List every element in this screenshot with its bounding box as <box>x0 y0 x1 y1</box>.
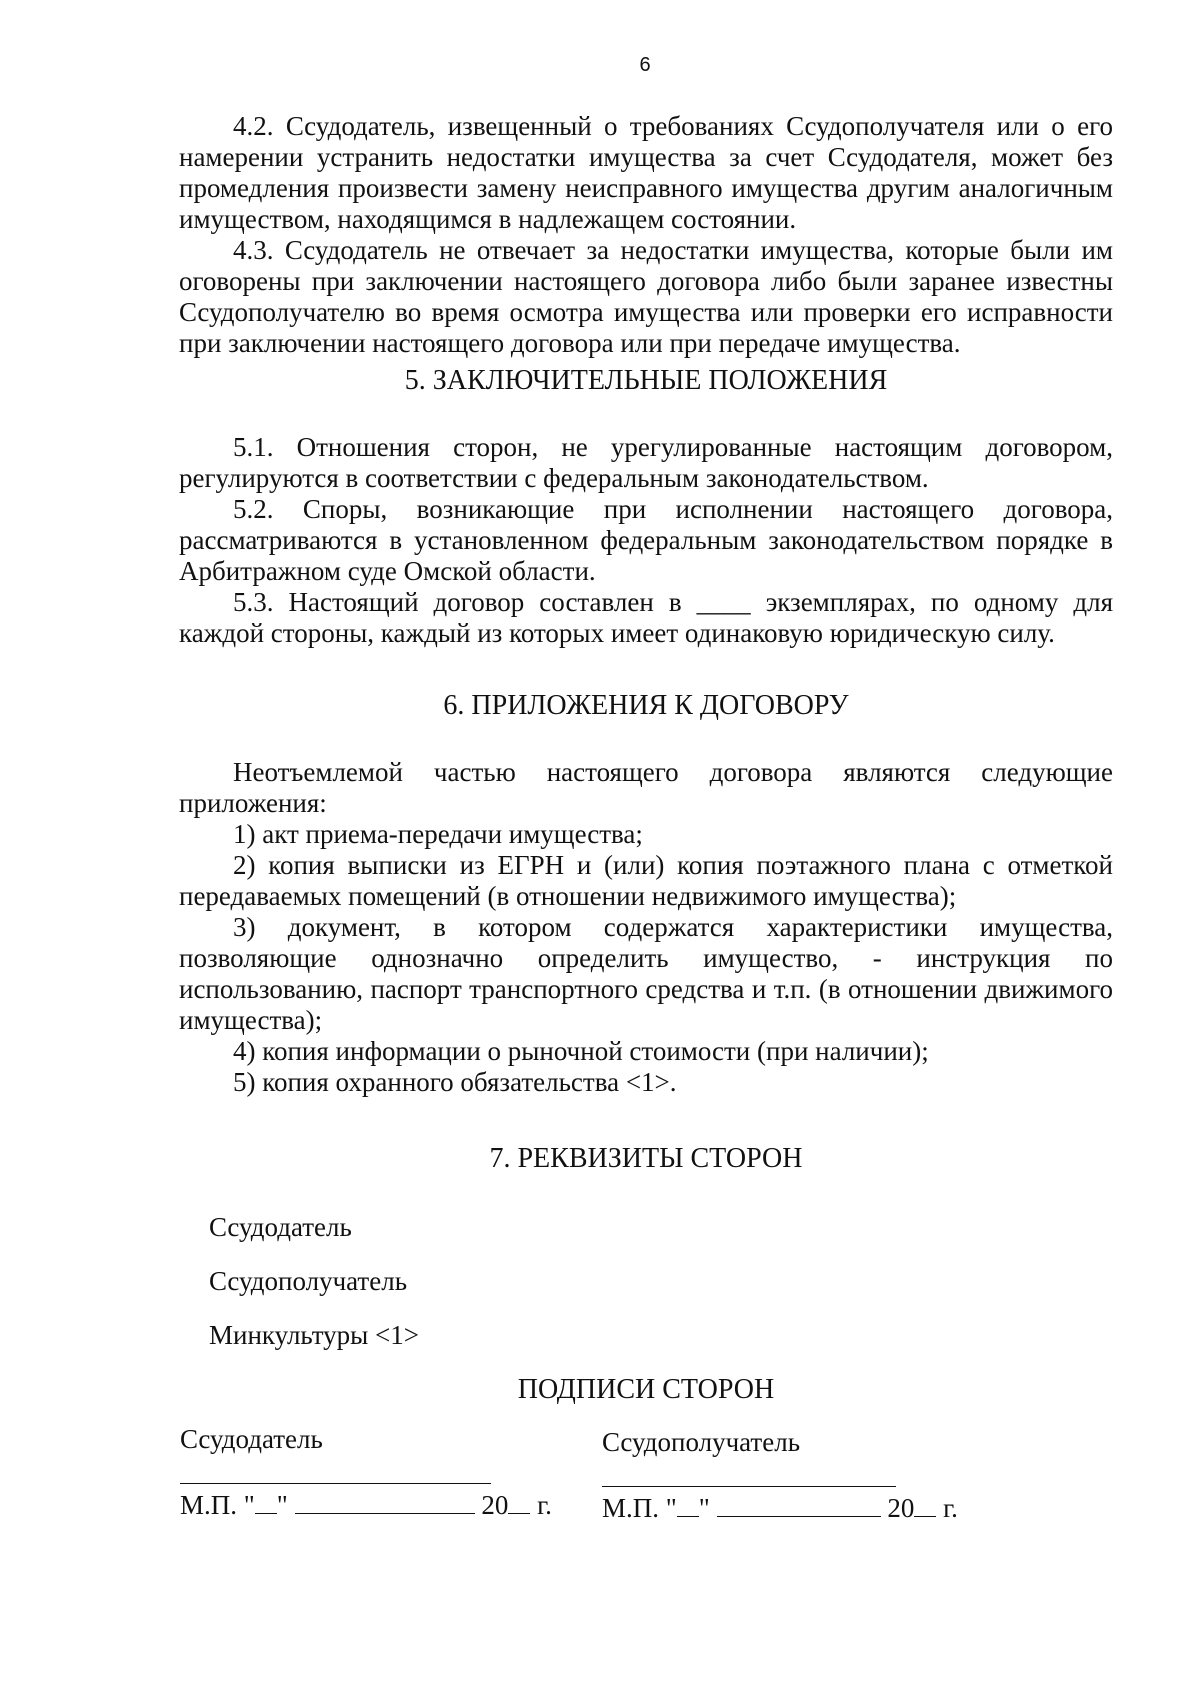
appendix-item-3: 3) документ, в котором содержатся характеристики имущества, позволяющие однозначно определить имущество, - инструкция по использованию, паспорт транспортного средства и т.п. (в отношении движимого имущества); <box>179 912 1113 1035</box>
requisites-lender: Ссудодатель <box>209 1212 352 1242</box>
borrower-day-blank <box>677 1494 699 1517</box>
requisites-borrower: Ссудополучатель <box>209 1266 408 1296</box>
borrower-year-prefix: 20 <box>887 1493 915 1523</box>
lender-year-prefix: 20 <box>481 1490 509 1520</box>
clause-5-3 <box>179 587 1113 649</box>
borrower-mp-quote-close: " <box>698 1493 710 1523</box>
clause-4-3: 4.3. Ссудодатель не отвечает за недостатки имущества, которые были им оговорены при заключении настоящего договора либо были заранее известны Ссудополучателю во время осмотра имущества или проверки его исправности при заключении настоящего договора или при передаче имущества. <box>179 235 1113 358</box>
appendix-item-5: 5) копия охранного обязательства <1>. <box>233 1067 677 1097</box>
clause-4-2: 4.2. Ссудодатель, извещенный о требованиях Ссудополучателя или о его намерении устранить недостатки имущества за счет Ссудодателя, может без промедления произвести замену неисправного имущества другим аналогичным имуществом, находящимся в надлежащем состоянии. <box>179 111 1113 234</box>
section-6-text <box>179 757 1113 1098</box>
borrower-year-blank <box>914 1494 936 1517</box>
borrower-mp-prefix: М.П. " <box>602 1493 677 1523</box>
page-number: 6 <box>639 54 651 76</box>
lender-date-row <box>180 1490 552 1521</box>
signature-label-borrower: Ссудополучатель <box>602 1427 801 1457</box>
clause-5-1: 5.1. Отношения сторон, не урегулированные настоящим договором, регулируются в соответствии с федеральным законодательством. <box>179 432 1113 493</box>
lender-year-suffix: г. <box>537 1490 552 1520</box>
appendices-intro: Неотъемлемой частью настоящего договора являются следующие приложения: <box>179 757 1113 818</box>
section-7-heading: 7. РЕКВИЗИТЫ СТОРОН <box>489 1143 803 1174</box>
appendix-item-2: 2) копия выписки из ЕГРН и (или) копия поэтажного плана с отметкой передаваемых помещений (в отношении недвижимого имущества); <box>179 850 1113 911</box>
lender-day-blank <box>255 1491 277 1514</box>
lender-mp-prefix: М.П. " <box>180 1490 255 1520</box>
signature-line-lender <box>180 1483 491 1484</box>
appendix-item-1: 1) акт приема-передачи имущества; <box>233 819 643 849</box>
section-6-heading: 6. ПРИЛОЖЕНИЯ К ДОГОВОРУ <box>443 690 849 721</box>
signatures-heading: ПОДПИСИ СТОРОН <box>517 1374 775 1405</box>
borrower-date-row <box>602 1493 958 1524</box>
clause-5-3-end: экземплярах, по одному для каждой стороны, каждый из которых имеет одинаковую юридическую силу. <box>179 587 1113 648</box>
signature-line-borrower <box>602 1486 896 1487</box>
clause-5-3-start: 5.3. Настоящий договор составлен в <box>233 587 682 617</box>
copies-count-blank: ____ <box>696 587 751 617</box>
section-5-text <box>179 432 1113 649</box>
lender-mp-quote-close: " <box>276 1490 288 1520</box>
borrower-year-suffix: г. <box>943 1493 958 1523</box>
signature-label-lender: Ссудодатель <box>180 1424 323 1454</box>
section-5-heading: 5. ЗАКЛЮЧИТЕЛЬНЫЕ ПОЛОЖЕНИЯ <box>404 365 888 396</box>
requisites-ministry: Минкультуры <1> <box>209 1320 420 1350</box>
section-4-text <box>179 111 1113 359</box>
clause-5-2: 5.2. Споры, возникающие при исполнении настоящего договора, рассматриваются в установленном федеральным законодательством порядке в Арбитражном суде Омской области. <box>179 494 1113 586</box>
lender-year-blank <box>508 1491 530 1514</box>
appendix-item-4: 4) копия информации о рыночной стоимости (при наличии); <box>233 1036 929 1066</box>
lender-month-blank <box>295 1491 475 1514</box>
borrower-month-blank <box>717 1494 881 1517</box>
